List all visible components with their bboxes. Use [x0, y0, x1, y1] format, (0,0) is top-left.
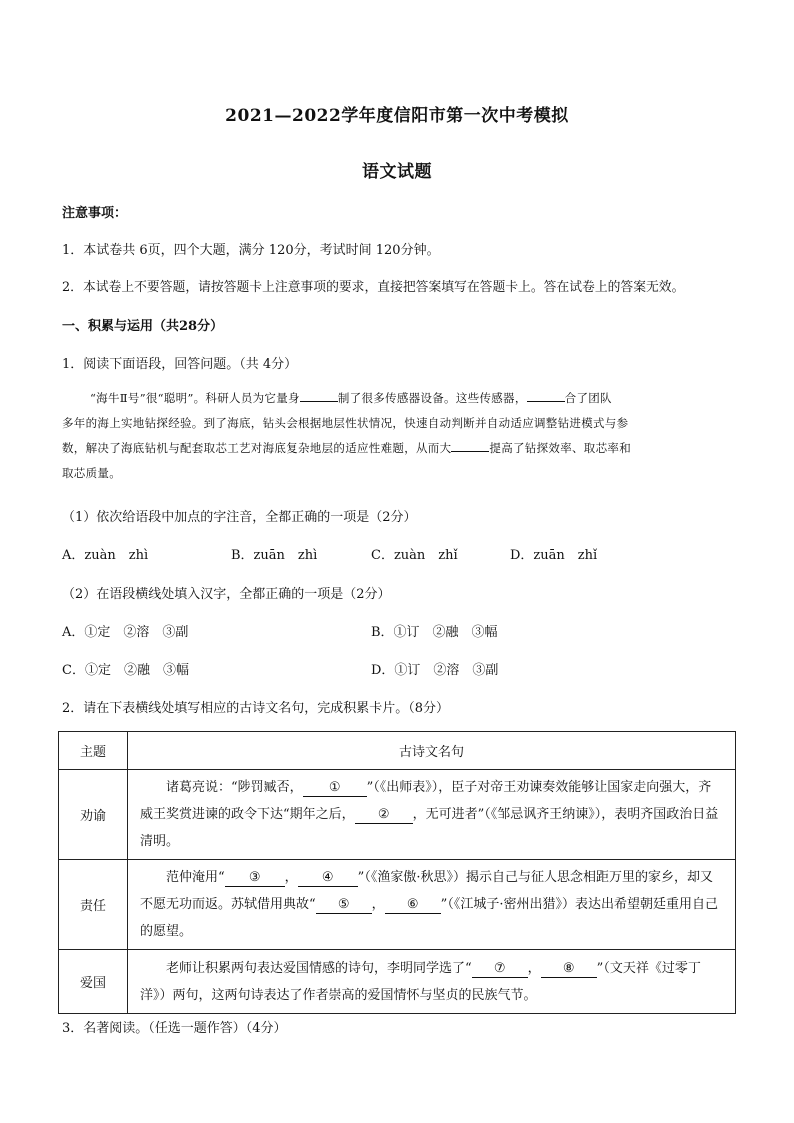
row-text: ，无可进者”（《邹忌讽齐王纳谏》），表明齐国政治日益清明。 [140, 807, 719, 849]
notice-heading: 注意事项： [62, 206, 128, 221]
answer-blank-5[interactable]: ⑤ [316, 897, 372, 914]
table-header-content: 古诗文名句 [128, 732, 736, 770]
passage-text: 数，解决了海底钻机与配套取芯工艺对海底复杂地层的适应性难题，从而大 [62, 441, 452, 455]
exam-subtitle: 语文试题 [362, 162, 432, 182]
row-content [128, 860, 736, 950]
row-text: ”（《江城子·密州出猎》）表达出希望朝廷重用自己的愿望。 [140, 897, 718, 939]
question-1-stem: 1．阅读下面语段，回答问题。（共 4分） [62, 357, 298, 372]
row-text: 老师让积累两句表达爱国情感的诗句，李明同学选了“ [166, 960, 472, 976]
section-heading-1: 一、积累与运用（共28分） [62, 319, 224, 334]
question-1-passage [62, 386, 734, 486]
row-text: ”（《出师表》），臣子对帝王劝谏奏效能够让国家走向强大，齐威王奖赏进谏的政令下达“期年之后， [140, 780, 712, 822]
table-row [59, 860, 736, 950]
option-c: C．①定 ②融 ③幅 [62, 663, 189, 678]
passage-blank-3 [451, 439, 489, 452]
question-1-sub-1-stem: （1）依次给语段中加点的字注音，全都正确的一项是（2分） [62, 510, 417, 525]
table-row [59, 950, 736, 1014]
answer-blank-6[interactable]: ⑥ [385, 897, 441, 914]
option-b: B．zuān zhì [231, 548, 318, 563]
passage-text: 制了很多传感器设备。这些传感器， [337, 391, 527, 405]
notice-item-2: 2．本试卷上不要答题，请按答题卡上注意事项的要求，直接把答案填写在答题卡上。答在试卷上的答案无效。 [62, 280, 685, 295]
passage-blank-1 [300, 389, 338, 402]
row-text: ， [284, 870, 298, 885]
question-1-sub-2-stem: （2）在语段横线处填入汉字，全都正确的一项是（2分） [62, 587, 391, 602]
passage-text: “海牛Ⅱ号”很“聪明”。科研人员为它量身 [90, 391, 300, 405]
passage-text: 取芯质量。 [62, 466, 121, 480]
question-2-stem: 2．请在下表横线处填写相应的古诗文名句，完成积累卡片。（8分） [62, 701, 450, 716]
answer-blank-1[interactable]: ① [303, 780, 367, 797]
table-header-topic: 主题 [59, 732, 128, 770]
row-text: ， [371, 897, 385, 912]
row-content [128, 770, 736, 860]
row-topic: 爱国 [59, 950, 128, 1014]
option-d: D．zuān zhǐ [510, 548, 598, 563]
notice-item-1: 1．本试卷共 6页，四个大题，满分 120分，考试时间 120分钟。 [62, 243, 440, 258]
answer-blank-8[interactable]: ⑧ [541, 961, 597, 978]
row-text: 范仲淹用“ [166, 870, 225, 885]
row-text: ”（《渔家傲·秋思》）揭示自己与征人思念相距万里的家乡，却又不愿无功而返。苏轼借用典故“ [140, 870, 713, 912]
answer-blank-4[interactable]: ④ [298, 870, 358, 887]
question-3-stem: 3．名著阅读。（任选一题作答）（4分） [62, 1021, 287, 1036]
answer-blank-3[interactable]: ③ [225, 870, 285, 887]
row-text: ”（文天祥《过零丁洋》）两句，这两句诗表达了作者崇高的爱国情怀与坚贞的民族气节。 [140, 960, 701, 1003]
option-a: A．①定 ②溶 ③副 [62, 625, 189, 640]
passage-text: 多年的海上实地钻探经验。到了海底，钻头会根据地层性状情况，快速自动判断并自动适应调整钻进模式与参 [62, 416, 629, 430]
option-b: B．①订 ②融 ③幅 [371, 625, 498, 640]
answer-blank-2[interactable]: ② [355, 807, 413, 824]
passage-text: 合了团队 [564, 391, 612, 405]
row-content [128, 950, 736, 1014]
row-text: ， [527, 960, 541, 976]
passage-blank-2 [527, 389, 565, 402]
option-c: C．zuàn zhǐ [371, 548, 458, 563]
option-a: A．zuàn zhì [62, 548, 149, 563]
row-topic: 劝谕 [59, 770, 128, 860]
row-text: 诸葛亮说：“陟罚臧否， [166, 780, 303, 795]
poetry-card-table [58, 731, 736, 1014]
table-row [59, 770, 736, 860]
option-d: D．①订 ②溶 ③副 [371, 663, 499, 678]
exam-title: 2021—2022学年度信阳市第一次中考模拟 [225, 106, 569, 126]
row-topic: 责任 [59, 860, 128, 950]
passage-text: 提高了钻探效率、取芯率和 [489, 441, 632, 455]
answer-blank-7[interactable]: ⑦ [472, 961, 528, 978]
